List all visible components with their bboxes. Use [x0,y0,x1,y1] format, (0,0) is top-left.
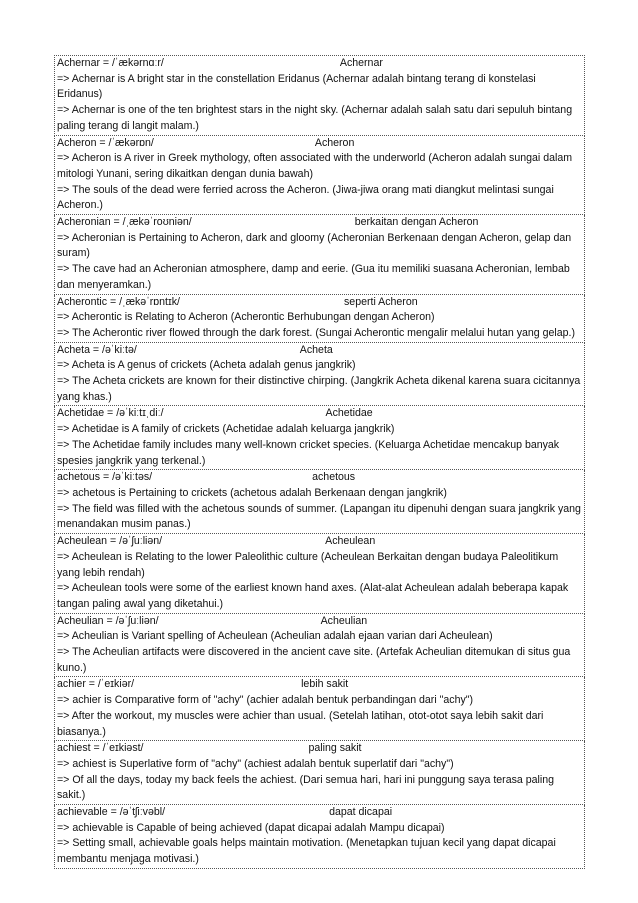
dictionary-entry [54,677,585,741]
entry-translation: lebih sakit [301,678,349,691]
dictionary-entry [54,406,585,470]
entry-definition: => Acheta is A genus of crickets (Acheta adalah genus jangkrik) [57,359,356,372]
entry-header [57,295,583,311]
entry-example: => Acheulean tools were some of the earliest known hand axes. (Alat-alat Acheulean adalah beberapa kapak tangan paling awal yang diketahui.) [57,582,569,610]
entry-example: => The cave had an Acheronian atmosphere, damp and eerie. (Gua itu memiliki suasana Acheronian, lembab dan menyeramkan.) [57,263,570,291]
entry-headword: Acheulean = /əˈʃuːliən/ [57,535,163,548]
entry-definition: => achievable is Capable of being achieved (dapat dicapai adalah Mampu dicapai) [57,821,445,834]
entry-example: => The Acheta crickets are known for their distinctive chirping. (Jangkrik Acheta dikenal karena suara cicitannya yang khas.) [57,375,581,403]
entry-header [57,677,583,693]
dictionary-entry [54,805,585,869]
entry-header [57,614,583,630]
entry-header [57,136,583,152]
entry-headword: Acherontic = /ˌækəˈrɒntɪk/ [57,295,180,308]
dictionary-entry [54,343,585,407]
dictionary-entry [54,614,585,678]
entry-definition: => Achernar is A bright star in the constellation Eridanus (Achernar adalah bintang terang di konstelasi Eridanus) [57,72,536,101]
dictionary-sheet [54,55,585,869]
entry-translation: achetous [312,471,356,484]
dictionary-entry [54,215,585,295]
entry-headword: achievable = /əˈtʃiːvəbl/ [57,806,166,819]
entry-translation: berkaitan dengan Acheron [354,216,479,229]
dictionary-entry [54,136,585,216]
entry-translation: Acheulean [325,535,376,548]
entry-headword: Achetidae = /əˈkiːtɪˌdiː/ [57,407,164,420]
entry-translation: paling sakit [308,742,362,755]
entry-translation: seperti Acheron [344,295,418,308]
entry-definition: => Acheronian is Pertaining to Acheron, dark and gloomy (Acheronian Berkenaan dengan Acheron, gelap dan suram) [57,231,572,260]
entry-headword: Acheulian = /əˈʃuːliən/ [57,614,159,627]
entry-example: => Setting small, achievable goals helps maintain motivation. (Menetapkan tujuan kecil yang dapat dicapai membantu menjaga motivasi.) [57,837,556,866]
entry-translation: Achetidae [325,407,373,420]
entry-headword: achier = /ˈeɪkiər/ [57,678,135,691]
entry-translation: Acheta [299,343,333,356]
entry-example: => The souls of the dead were ferried across the Acheron. (Jiwa-jiwa orang mati diangkut melintasi sungai Acheron.) [57,183,554,212]
entry-header [57,741,583,757]
entry-definition: => achetous is Pertaining to crickets (achetous adalah Berkenaan dengan jangkrik) [57,486,447,499]
entry-translation: dapat dicapai [329,806,393,819]
entry-definition: => Achetidae is A family of crickets (Achetidae adalah keluarga jangkrik) [57,423,395,436]
entry-example: => The Acheulian artifacts were discovered in the ancient cave site. (Artefak Acheulian ditemukan di situs gua kuno.) [57,646,571,674]
entry-header [57,805,583,821]
dictionary-entry [54,534,585,614]
entry-translation: Achernar [339,57,383,69]
entry-header [57,56,583,72]
entry-definition: => Acheron is A river in Greek mythology, often associated with the underworld (Acheron adalah sungai dalam mitologi Yunani, sering dikaitkan dengan dunia bawah) [57,152,573,180]
entry-headword: Acheronian = /ˌækəˈroʊniən/ [57,216,192,229]
entry-header [57,343,583,359]
entry-translation: Acheron [314,136,355,149]
entry-headword: Acheron = /ˈækərɒn/ [57,136,154,149]
entry-definition: => Acheulean is Relating to the lower Paleolithic culture (Acheulean Berkaitan dengan budaya Paleolitikum yang lebih rendah) [57,550,559,579]
entry-header [57,534,583,550]
entry-example: => After the workout, my muscles were achier than usual. (Setelah latihan, otot-otot saya lebih sakit dari biasanya.) [57,709,544,738]
entry-example: => The Achetidae family includes many well-known cricket species. (Keluarga Achetidae mencakup banyak spesies jangkrik yang terkenal.) [57,438,560,467]
entry-definition: => achier is Comparative form of "achy" (achier adalah bentuk perbandingan dari "achy") [57,694,474,707]
entry-header [57,406,583,422]
entry-headword: Acheta = /əˈkiːtə/ [57,343,137,356]
entry-definition: => achiest is Superlative form of "achy" (achiest adalah bentuk superlatif dari "achy") [57,757,454,770]
entry-example: => Achernar is one of the ten brightest stars in the night sky. (Achernar adalah salah satu dari sepuluh bintang paling terang di langit malam.) [57,104,573,132]
entry-definition: => Acherontic is Relating to Acheron (Acherontic Berhubungan dengan Acheron) [57,311,435,324]
entry-example: => The field was filled with the achetous sounds of summer. (Lapangan itu dipenuhi dengan suara jangkrik yang menandakan musim panas.) [57,502,581,531]
dictionary-entry [54,470,585,534]
entry-headword: Achernar = /ˈækərnɑːr/ [57,57,164,69]
entry-translation: Acheulian [320,614,368,627]
entry-headword: achiest = /ˈeɪkiəst/ [57,742,144,755]
entry-header [57,215,583,231]
dictionary-entry [54,295,585,343]
entry-example: => Of all the days, today my back feels the achiest. (Dari semua hari, hari ini punggung saya terasa paling sakit.) [57,773,555,802]
entry-example: => The Acherontic river flowed through the dark forest. (Sungai Acherontic mengalir melalui hutan yang gelap.) [57,326,576,339]
entry-headword: achetous = /əˈkiːtəs/ [57,471,153,484]
dictionary-entry [54,55,585,136]
entry-definition: => Acheulian is Variant spelling of Acheulean (Acheulian adalah ejaan varian dari Acheulean) [57,630,493,643]
entry-header [57,470,583,486]
dictionary-entry [54,741,585,805]
